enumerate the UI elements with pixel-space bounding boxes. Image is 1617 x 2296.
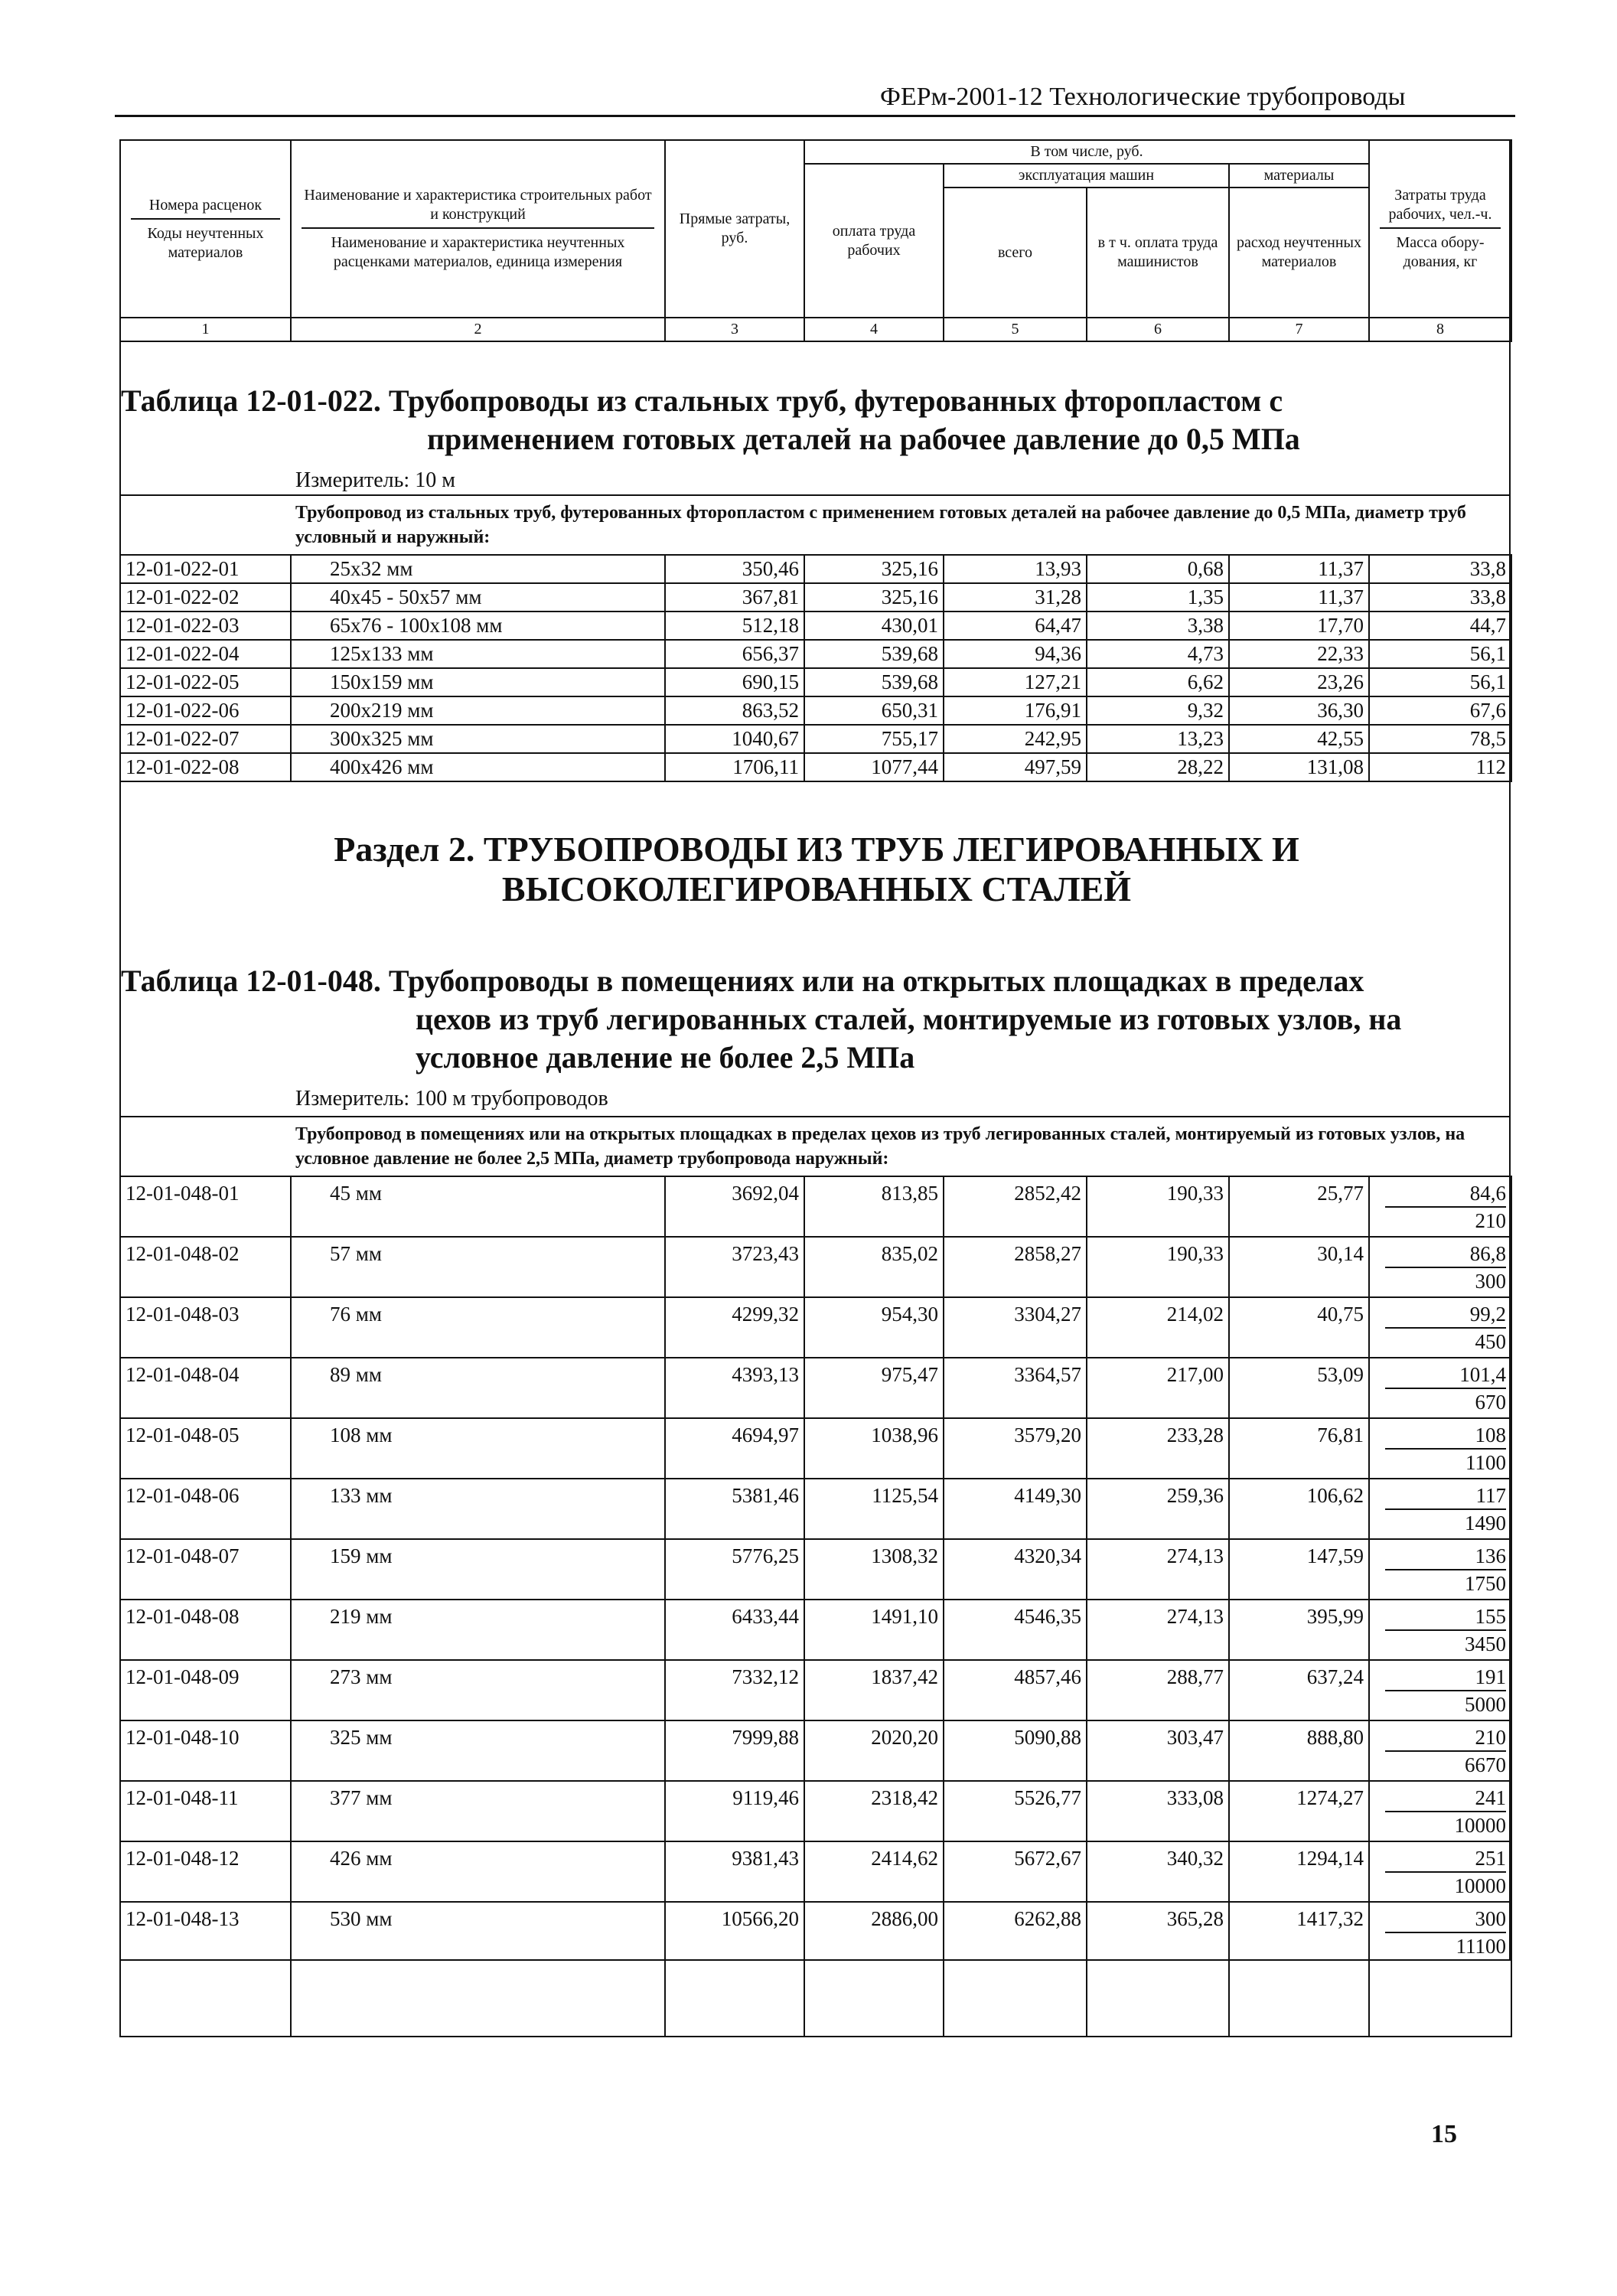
column-number: 2: [291, 318, 665, 341]
value-cell: 33,8: [1369, 555, 1511, 583]
value-cell: 112: [1369, 753, 1511, 781]
equipment-mass: 3450: [1465, 1632, 1506, 1655]
header-operator-pay: в т ч. оплата труда машинистов: [1087, 188, 1229, 318]
table-row: [120, 555, 1511, 583]
rate-code: 12-01-048-07: [120, 1539, 291, 1600]
equipment-mass: 5000: [1465, 1693, 1506, 1716]
value-cell: 53,09: [1229, 1358, 1369, 1418]
value-cell: 22,33: [1229, 640, 1369, 668]
value-cell: 36,30: [1229, 696, 1369, 725]
table-row: [120, 1176, 1511, 1237]
value-cell: 1040,67: [665, 725, 804, 753]
labor-mass-cell: [1369, 1841, 1511, 1902]
labor-hours: 241: [1385, 1785, 1506, 1812]
labor-hours: 191: [1385, 1664, 1506, 1691]
value-cell: 690,15: [665, 668, 804, 696]
value-cell: 3364,57: [944, 1358, 1087, 1418]
item-name: 400x426 мм: [291, 753, 665, 781]
value-cell: 5090,88: [944, 1720, 1087, 1781]
header-labor-hours: Затраты труда рабочих, чел.-ч.: [1380, 186, 1501, 229]
item-name: 325 мм: [291, 1720, 665, 1781]
value-cell: 497,59: [944, 753, 1087, 781]
value-cell: 6,62: [1087, 668, 1229, 696]
rate-code: 12-01-048-01: [120, 1176, 291, 1237]
value-cell: 78,5: [1369, 725, 1511, 753]
value-cell: 3692,04: [665, 1176, 804, 1237]
value-cell: 9,32: [1087, 696, 1229, 725]
value-cell: 1417,32: [1229, 1902, 1369, 2037]
table2-title-line3: условное давление не более 2,5 МПа: [416, 1040, 915, 1075]
equipment-mass: 10000: [1454, 1814, 1506, 1837]
table-row: [120, 1297, 1511, 1358]
item-name: 426 мм: [291, 1841, 665, 1902]
table-row: [120, 1358, 1511, 1418]
value-cell: 6262,88: [944, 1902, 1087, 2037]
table-row: [120, 753, 1511, 781]
column-numbers-row: [120, 318, 1511, 341]
rate-code: 12-01-022-08: [120, 753, 291, 781]
section-title-line1: Раздел 2. ТРУБОПРОВОДЫ ИЗ ТРУБ ЛЕГИРОВАННЫХ И: [334, 830, 1299, 869]
value-cell: 25,77: [1229, 1176, 1369, 1237]
table-row: [120, 668, 1511, 696]
value-cell: 274,13: [1087, 1600, 1229, 1660]
value-cell: 325,16: [804, 555, 944, 583]
value-cell: 176,91: [944, 696, 1087, 725]
value-cell: 4857,46: [944, 1660, 1087, 1720]
value-cell: 9381,43: [665, 1841, 804, 1902]
header-worker-pay: оплата труда рабочих: [804, 164, 944, 318]
item-name: 530 мм: [291, 1902, 665, 2037]
rate-code: 12-01-048-09: [120, 1660, 291, 1720]
table-row: [120, 725, 1511, 753]
item-name: 45 мм: [291, 1176, 665, 1237]
value-cell: 4546,35: [944, 1600, 1087, 1660]
column-number: 4: [804, 318, 944, 341]
column-number: 1: [120, 318, 291, 341]
rate-code: 12-01-048-08: [120, 1600, 291, 1660]
value-cell: 274,13: [1087, 1539, 1229, 1600]
header-materials: материалы: [1229, 164, 1369, 188]
header-codes: [120, 140, 291, 318]
value-cell: 5776,25: [665, 1539, 804, 1600]
table1-title-line1: Таблица 12-01-022. Трубопроводы из стальных труб, футерованных фторопластом с: [121, 383, 1283, 418]
item-name: 150x159 мм: [291, 668, 665, 696]
labor-hours: 300: [1385, 1906, 1506, 1933]
header-including: В том числе, руб.: [804, 140, 1369, 164]
labor-mass-cell: [1369, 1358, 1511, 1418]
item-name: 133 мм: [291, 1479, 665, 1539]
equipment-mass: 300: [1475, 1270, 1506, 1293]
table1-description: Трубопровод из стальных труб, футерованных фторопластом с применением готовых деталей на рабочее давление до 0,5 МПа, диаметр труб условный и наружный:: [295, 503, 1466, 547]
value-cell: 7332,12: [665, 1660, 804, 1720]
item-name: 125x133 мм: [291, 640, 665, 668]
value-cell: 3,38: [1087, 612, 1229, 640]
item-name: 200x219 мм: [291, 696, 665, 725]
value-cell: 94,36: [944, 640, 1087, 668]
item-name: 273 мм: [291, 1660, 665, 1720]
labor-mass-cell: [1369, 1781, 1511, 1841]
value-cell: 325,16: [804, 583, 944, 612]
running-head: ФЕРм-2001-12 Технологические трубопроводы: [880, 83, 1406, 111]
column-number: 6: [1087, 318, 1229, 341]
value-cell: 4694,97: [665, 1418, 804, 1479]
value-cell: 44,7: [1369, 612, 1511, 640]
rate-code: 12-01-048-03: [120, 1297, 291, 1358]
labor-mass-cell: [1369, 1660, 1511, 1720]
rate-code: 12-01-048-12: [120, 1841, 291, 1902]
table-row: [120, 1539, 1511, 1600]
rate-code: 12-01-048-11: [120, 1781, 291, 1841]
value-cell: 1,35: [1087, 583, 1229, 612]
labor-hours: 99,2: [1385, 1301, 1506, 1329]
value-cell: 2318,42: [804, 1781, 944, 1841]
value-cell: 0,68: [1087, 555, 1229, 583]
labor-hours: 101,4: [1385, 1362, 1506, 1389]
divider: [121, 1116, 1509, 1117]
value-cell: 259,36: [1087, 1479, 1229, 1539]
page-number: 15: [1431, 2120, 1457, 2148]
value-cell: 863,52: [665, 696, 804, 725]
header-work-name: Наименование и характеристика строительных работ и конструкций: [302, 186, 654, 229]
value-cell: 1077,44: [804, 753, 944, 781]
table-row: [120, 1902, 1511, 2037]
item-name: 65x76 - 100x108 мм: [291, 612, 665, 640]
value-cell: 3304,27: [944, 1297, 1087, 1358]
equipment-mass: 670: [1475, 1391, 1506, 1414]
labor-hours: 84,6: [1385, 1180, 1506, 1208]
document-frame: [119, 139, 1511, 1961]
value-cell: 4320,34: [944, 1539, 1087, 1600]
value-cell: 106,62: [1229, 1479, 1369, 1539]
value-cell: 3579,20: [944, 1418, 1087, 1479]
table2-title-line2: цехов из труб легированных сталей, монтируемые из готовых узлов, на: [416, 1002, 1402, 1036]
value-cell: 28,22: [1087, 753, 1229, 781]
value-cell: 539,68: [804, 668, 944, 696]
value-cell: 835,02: [804, 1237, 944, 1297]
table1-measure: Измеритель: 10 м: [295, 468, 455, 492]
value-cell: 11,37: [1229, 555, 1369, 583]
value-cell: 10566,20: [665, 1902, 804, 2037]
value-cell: 367,81: [665, 583, 804, 612]
value-cell: 1491,10: [804, 1600, 944, 1660]
labor-hours: 86,8: [1385, 1241, 1506, 1268]
labor-mass-cell: [1369, 1600, 1511, 1660]
value-cell: 755,17: [804, 725, 944, 753]
value-cell: 1706,11: [665, 753, 804, 781]
value-cell: 7999,88: [665, 1720, 804, 1781]
value-cell: 56,1: [1369, 640, 1511, 668]
table-row: [120, 583, 1511, 612]
equipment-mass: 6670: [1465, 1753, 1506, 1776]
value-cell: 6433,44: [665, 1600, 804, 1660]
value-cell: 5381,46: [665, 1479, 804, 1539]
item-name: 108 мм: [291, 1418, 665, 1479]
value-cell: 2852,42: [944, 1176, 1087, 1237]
value-cell: 2886,00: [804, 1902, 944, 2037]
value-cell: 512,18: [665, 612, 804, 640]
value-cell: 13,23: [1087, 725, 1229, 753]
value-cell: 40,75: [1229, 1297, 1369, 1358]
header-equipment-mass: Масса обору-дования, кг: [1396, 234, 1485, 270]
rate-code: 12-01-048-04: [120, 1358, 291, 1418]
divider: [121, 494, 1509, 496]
value-cell: 954,30: [804, 1297, 944, 1358]
section-title-line2: ВЫСОКОЛЕГИРОВАННЫХ СТАЛЕЙ: [501, 869, 1132, 908]
rate-code: 12-01-022-01: [120, 555, 291, 583]
value-cell: 64,47: [944, 612, 1087, 640]
item-name: 89 мм: [291, 1358, 665, 1418]
equipment-mass: 11100: [1456, 1935, 1506, 1958]
value-cell: 539,68: [804, 640, 944, 668]
header-labor: [1369, 140, 1511, 318]
value-cell: 637,24: [1229, 1660, 1369, 1720]
labor-hours: 155: [1385, 1603, 1506, 1631]
value-cell: 4393,13: [665, 1358, 804, 1418]
value-cell: 2414,62: [804, 1841, 944, 1902]
value-cell: 288,77: [1087, 1660, 1229, 1720]
value-cell: 430,01: [804, 612, 944, 640]
value-cell: 3723,43: [665, 1237, 804, 1297]
labor-hours: 136: [1385, 1543, 1506, 1570]
rate-code: 12-01-048-02: [120, 1237, 291, 1297]
rate-code: 12-01-022-06: [120, 696, 291, 725]
value-cell: 975,47: [804, 1358, 944, 1418]
value-cell: 56,1: [1369, 668, 1511, 696]
item-name: 40x45 - 50x57 мм: [291, 583, 665, 612]
rate-code: 12-01-048-06: [120, 1479, 291, 1539]
rate-code: 12-01-048-10: [120, 1720, 291, 1781]
value-cell: 4149,30: [944, 1479, 1087, 1539]
rate-code: 12-01-048-05: [120, 1418, 291, 1479]
value-cell: 11,37: [1229, 583, 1369, 612]
labor-hours: 210: [1385, 1724, 1506, 1752]
section-title: [121, 830, 1512, 909]
table-row: [120, 612, 1511, 640]
item-name: 377 мм: [291, 1781, 665, 1841]
value-cell: 42,55: [1229, 725, 1369, 753]
table-row: [120, 1600, 1511, 1660]
equipment-mass: 1490: [1465, 1512, 1506, 1534]
table-row: [120, 640, 1511, 668]
column-number: 7: [1229, 318, 1369, 341]
table1-data: [119, 554, 1512, 782]
value-cell: 1837,42: [804, 1660, 944, 1720]
header-direct-costs: Прямые затраты, руб.: [665, 140, 804, 318]
labor-mass-cell: [1369, 1539, 1511, 1600]
value-cell: 656,37: [665, 640, 804, 668]
header-names: [291, 140, 665, 318]
equipment-mass: 10000: [1454, 1874, 1506, 1897]
labor-mass-cell: [1369, 1479, 1511, 1539]
table-row: [120, 1418, 1511, 1479]
table-row: [120, 1479, 1511, 1539]
column-number: 3: [665, 318, 804, 341]
table2-title-line1: Таблица 12-01-048. Трубопроводы в помещениях или на открытых площадках в пределах: [121, 964, 1364, 998]
equipment-mass: 1100: [1465, 1451, 1506, 1474]
value-cell: 5526,77: [944, 1781, 1087, 1841]
column-header-table: [119, 139, 1512, 342]
rate-code: 12-01-022-03: [120, 612, 291, 640]
table-row: [120, 1660, 1511, 1720]
value-cell: 1125,54: [804, 1479, 944, 1539]
value-cell: 214,02: [1087, 1297, 1229, 1358]
item-name: 57 мм: [291, 1237, 665, 1297]
value-cell: 813,85: [804, 1176, 944, 1237]
table2-data: [119, 1176, 1512, 2037]
value-cell: 17,70: [1229, 612, 1369, 640]
value-cell: 888,80: [1229, 1720, 1369, 1781]
header-rule: [115, 115, 1515, 117]
column-number: 8: [1369, 318, 1511, 341]
value-cell: 4299,32: [665, 1297, 804, 1358]
item-name: 219 мм: [291, 1600, 665, 1660]
labor-hours: 108: [1385, 1422, 1506, 1450]
value-cell: 131,08: [1229, 753, 1369, 781]
labor-mass-cell: [1369, 1720, 1511, 1781]
value-cell: 303,47: [1087, 1720, 1229, 1781]
header-material-name: Наименование и характеристика неучтенных расценками материалов, единица измерения: [331, 234, 625, 270]
value-cell: 33,8: [1369, 583, 1511, 612]
value-cell: 365,28: [1087, 1902, 1229, 2037]
value-cell: 233,28: [1087, 1418, 1229, 1479]
table2-description: Трубопровод в помещениях или на открытых площадках в пределах цехов из труб легированных сталей, монтируемый из готовых узлов, на условное давление не более 2,5 МПа, диаметр трубопровода наружный:: [295, 1124, 1465, 1169]
value-cell: 127,21: [944, 668, 1087, 696]
value-cell: 340,32: [1087, 1841, 1229, 1902]
value-cell: 31,28: [944, 583, 1087, 612]
table-row: [120, 1237, 1511, 1297]
value-cell: 333,08: [1087, 1781, 1229, 1841]
table-row: [120, 696, 1511, 725]
value-cell: 23,26: [1229, 668, 1369, 696]
item-name: 159 мм: [291, 1539, 665, 1600]
value-cell: 650,31: [804, 696, 944, 725]
value-cell: 217,00: [1087, 1358, 1229, 1418]
rate-code: 12-01-022-02: [120, 583, 291, 612]
value-cell: 67,6: [1369, 696, 1511, 725]
equipment-mass: 210: [1475, 1209, 1506, 1232]
value-cell: 30,14: [1229, 1237, 1369, 1297]
value-cell: 395,99: [1229, 1600, 1369, 1660]
header-machines: эксплуатация машин: [944, 164, 1229, 188]
value-cell: 13,93: [944, 555, 1087, 583]
value-cell: 147,59: [1229, 1539, 1369, 1600]
value-cell: 190,33: [1087, 1237, 1229, 1297]
rate-code: 12-01-022-04: [120, 640, 291, 668]
labor-mass-cell: [1369, 1297, 1511, 1358]
table-row: [120, 1841, 1511, 1902]
value-cell: 2858,27: [944, 1237, 1087, 1297]
item-name: 25x32 мм: [291, 555, 665, 583]
table-row: [120, 1720, 1511, 1781]
table-row: [120, 1781, 1511, 1841]
labor-hours: 251: [1385, 1845, 1506, 1873]
rate-code: 12-01-022-07: [120, 725, 291, 753]
equipment-mass: 1750: [1465, 1572, 1506, 1595]
value-cell: 2020,20: [804, 1720, 944, 1781]
value-cell: 1308,32: [804, 1539, 944, 1600]
header-rate-numbers: Номера расценок: [131, 196, 280, 220]
value-cell: 4,73: [1087, 640, 1229, 668]
value-cell: 9119,46: [665, 1781, 804, 1841]
item-name: 300x325 мм: [291, 725, 665, 753]
value-cell: 242,95: [944, 725, 1087, 753]
labor-mass-cell: [1369, 1902, 1511, 2037]
labor-mass-cell: [1369, 1418, 1511, 1479]
labor-mass-cell: [1369, 1176, 1511, 1237]
value-cell: 1038,96: [804, 1418, 944, 1479]
value-cell: 350,46: [665, 555, 804, 583]
value-cell: 1294,14: [1229, 1841, 1369, 1902]
header-machines-total: всего: [944, 188, 1087, 318]
labor-hours: 117: [1385, 1482, 1506, 1510]
equipment-mass: 450: [1475, 1330, 1506, 1353]
rate-code: 12-01-048-13: [120, 1902, 291, 2037]
item-name: 76 мм: [291, 1297, 665, 1358]
table2-measure: Измеритель: 100 м трубопроводов: [295, 1087, 608, 1110]
header-material-codes: Коды неучтенных материалов: [147, 224, 264, 261]
rate-code: 12-01-022-05: [120, 668, 291, 696]
value-cell: 5672,67: [944, 1841, 1087, 1902]
labor-mass-cell: [1369, 1237, 1511, 1297]
value-cell: 1274,27: [1229, 1781, 1369, 1841]
table1-title-line2: применением готовых деталей на рабочее давление до 0,5 МПа: [427, 422, 1300, 456]
value-cell: 76,81: [1229, 1418, 1369, 1479]
column-number: 5: [944, 318, 1087, 341]
value-cell: 190,33: [1087, 1176, 1229, 1237]
header-material-use: расход неучтенных материалов: [1229, 188, 1369, 318]
